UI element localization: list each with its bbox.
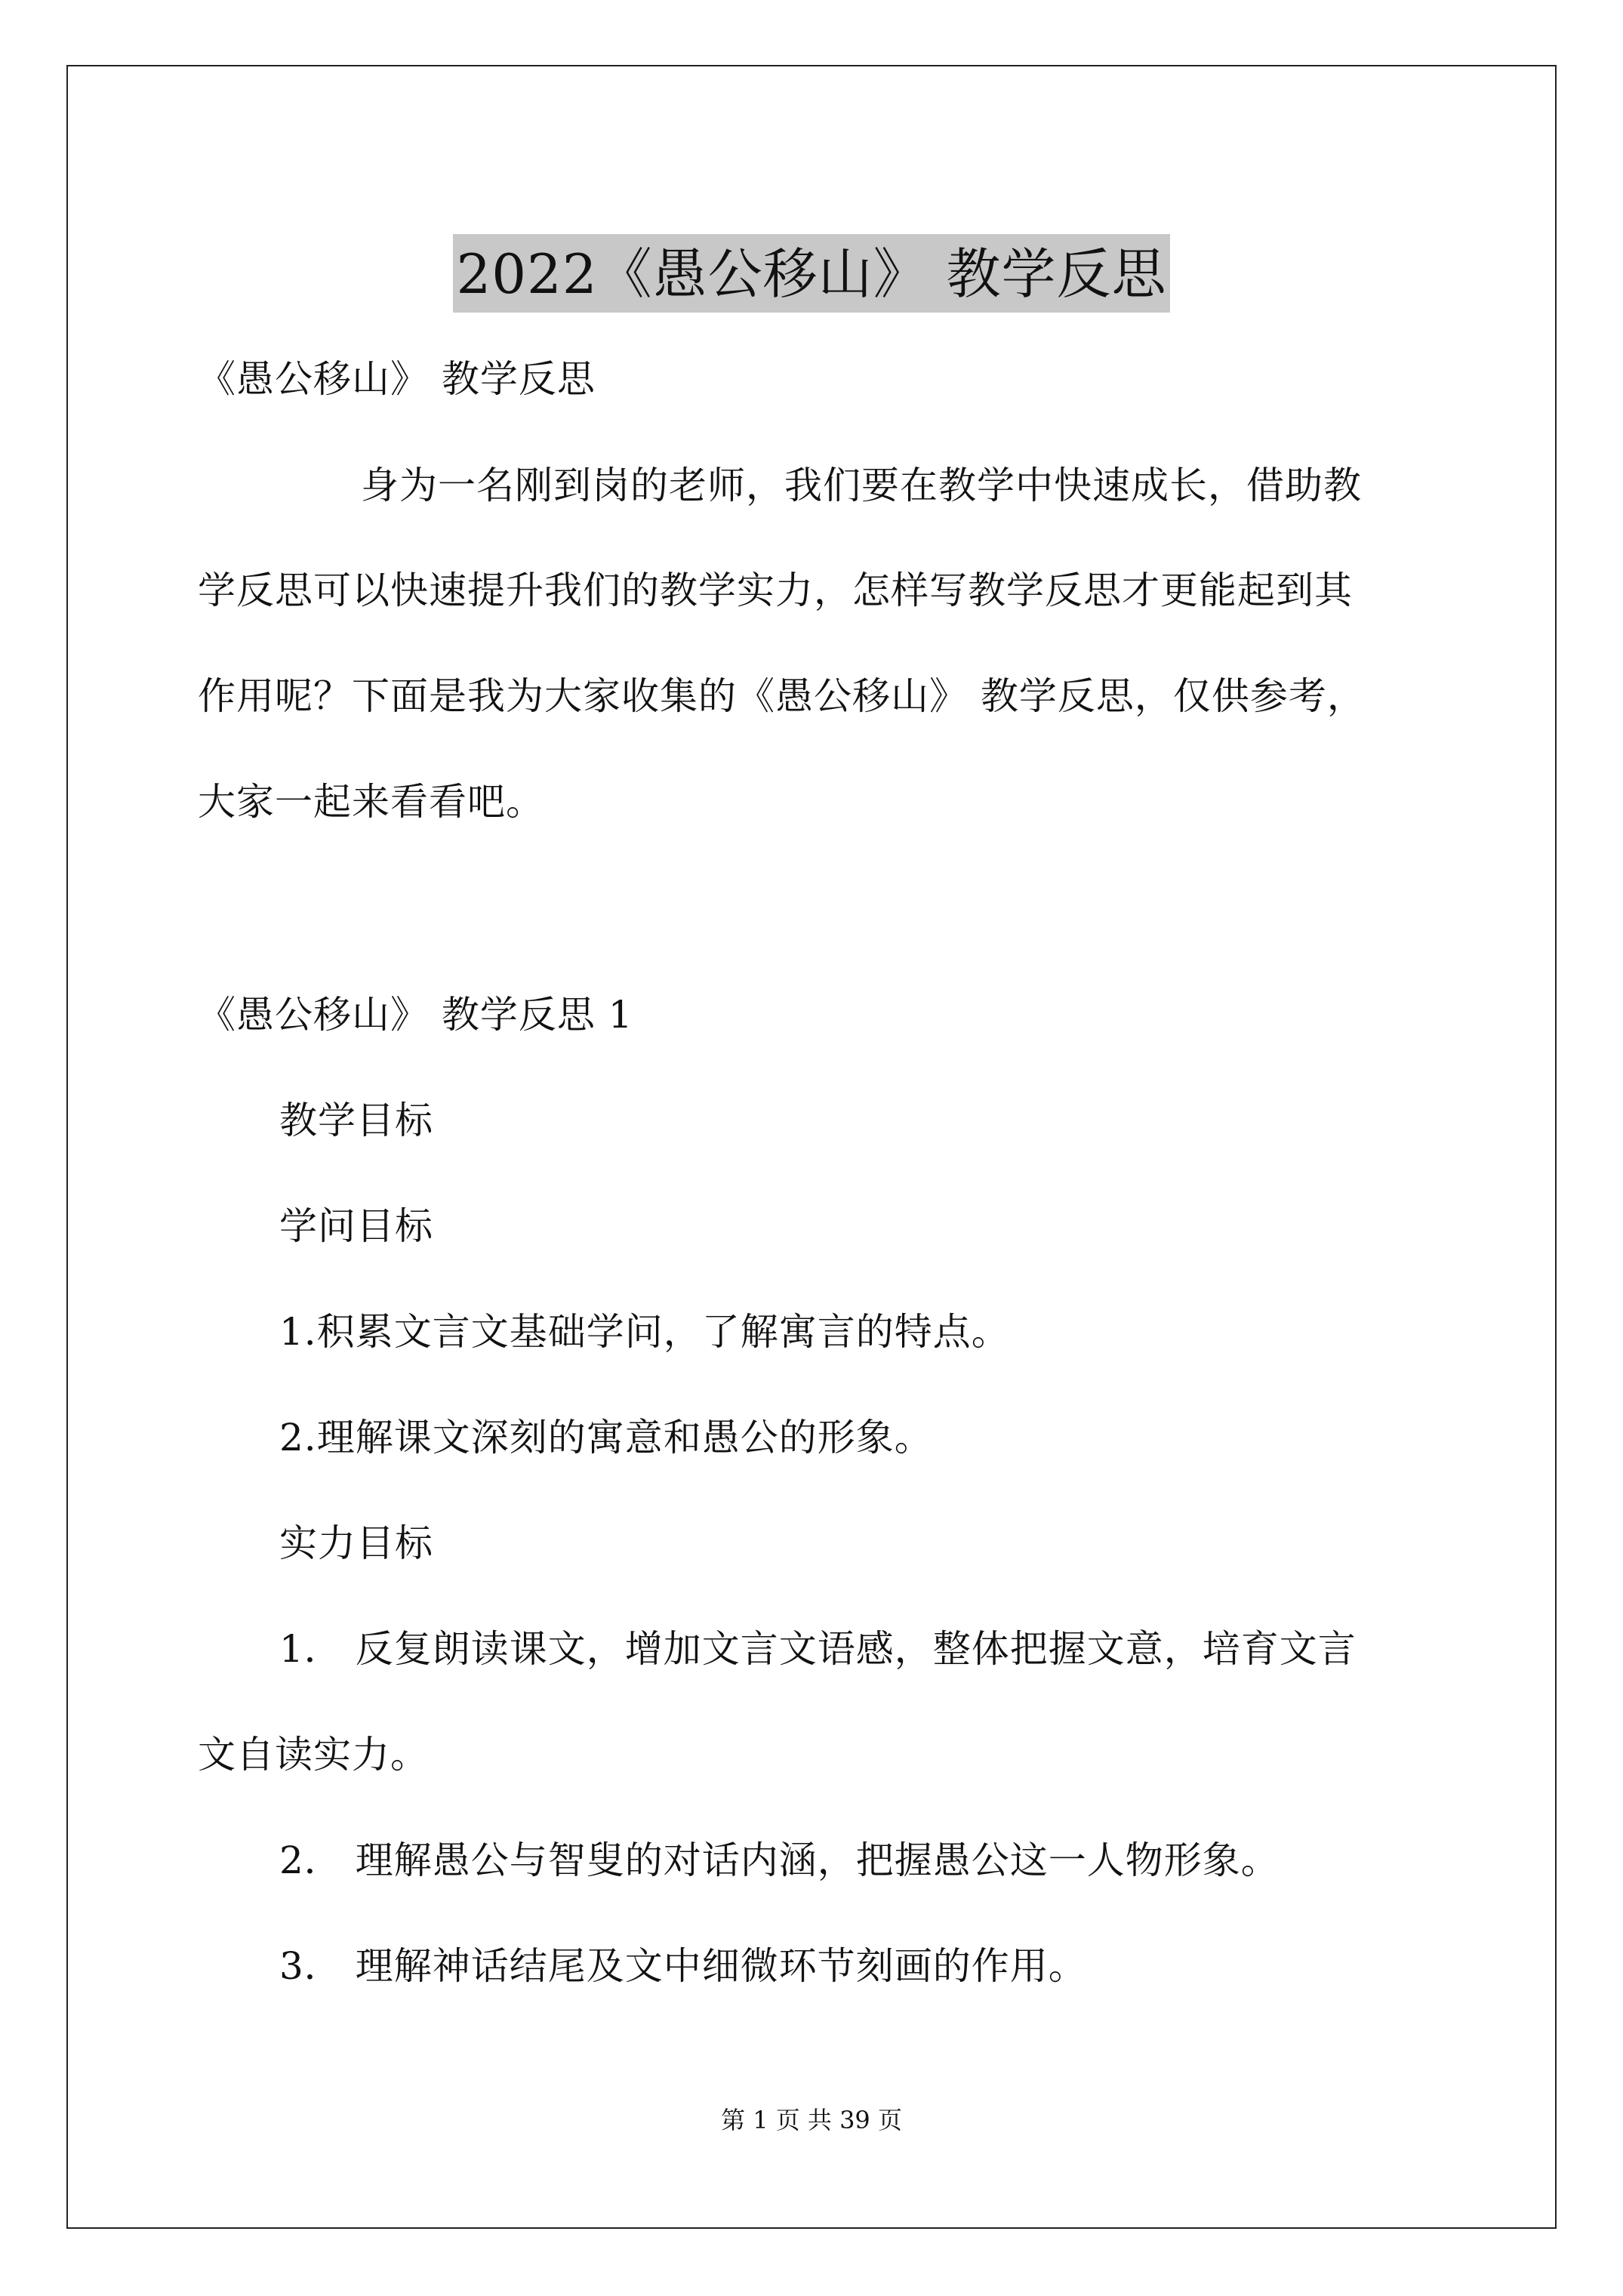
intro-line-4: 大家一起来看看吧。	[198, 780, 544, 824]
intro-line-2: 学反思可以快速提升我们的教学实力，怎样写教学反思才更能起到其	[198, 569, 1353, 612]
ability-goal-3: 3． 理解神话结尾及文中细微环节刻画的作用。	[279, 1944, 1087, 1988]
document-subtitle: 《愚公移山》 教学反思	[198, 357, 596, 401]
knowledge-goals-heading: 学问目标	[279, 1204, 433, 1248]
knowledge-goal-1: 1.积累文言文基础学问，了解寓言的特点。	[279, 1310, 1010, 1354]
ability-goal-1-line-2: 文自读实力。	[198, 1733, 429, 1777]
ability-goal-1-line-1: 1． 反复朗读课文，增加文言文语感，整体把握文意，培育文言	[279, 1627, 1357, 1671]
document-title: 2022《愚公移山》 教学反思	[453, 234, 1169, 313]
knowledge-goal-2: 2.理解课文深刻的寓意和愚公的形象。	[279, 1416, 933, 1459]
intro-line-3: 作用呢？下面是我为大家收集的《愚公移山》 教学反思，仅供参考，	[198, 674, 1366, 718]
teaching-goals-heading: 教学目标	[279, 1099, 433, 1142]
intro-line-1: 身为一名刚到岗的老师，我们要在教学中快速成长，借助教	[361, 464, 1362, 507]
section-heading: 《愚公移山》 教学反思 1	[198, 993, 633, 1037]
title-wrapper	[0, 198, 1623, 349]
ability-goal-2: 2． 理解愚公与智叟的对话内涵，把握愚公这一人物形象。	[279, 1838, 1280, 1882]
ability-goals-heading: 实力目标	[279, 1521, 433, 1565]
page-footer: 第 1 页 共 39 页	[721, 2106, 902, 2134]
